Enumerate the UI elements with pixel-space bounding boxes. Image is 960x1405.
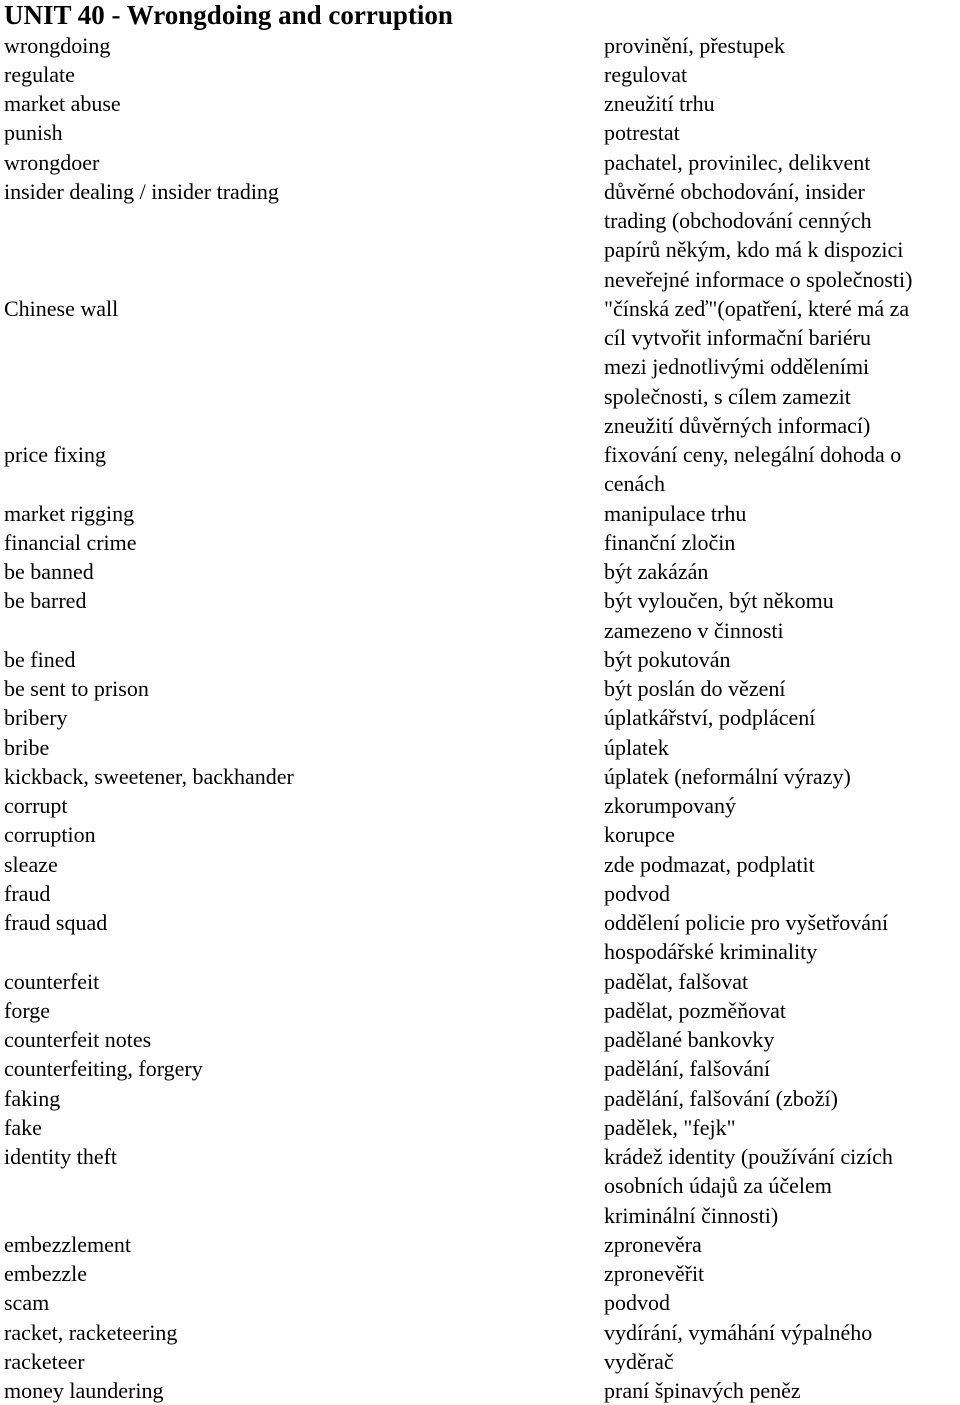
czech-translation: finanční zločin: [600, 528, 956, 557]
vocabulary-list: [0, 31, 960, 1405]
english-term: bribery: [0, 703, 600, 732]
vocab-row: [0, 1259, 960, 1288]
czech-translation: padělek, "fejk": [600, 1113, 956, 1142]
vocab-row: [0, 674, 960, 703]
vocab-row: [0, 645, 960, 674]
czech-translation: padělat, pozměňovat: [600, 996, 956, 1025]
czech-translation: být pokutován: [600, 645, 956, 674]
page-title: UNIT 40 - Wrongdoing and corruption: [4, 0, 453, 30]
english-term: sleaze: [0, 850, 600, 879]
english-term: wrongdoing: [0, 31, 600, 60]
vocab-row: [0, 1054, 960, 1083]
czech-translation: vyděrač: [600, 1347, 956, 1376]
english-term: financial crime: [0, 528, 600, 557]
vocab-row: [0, 1347, 960, 1376]
czech-translation: důvěrné obchodování, insider trading (obchodování cenných papírů někým, kdo má k dispozici neveřejné informace o společnosti): [600, 177, 956, 294]
czech-translation: pachatel, provinilec, delikvent: [600, 148, 956, 177]
vocab-row: [0, 294, 960, 440]
vocab-row: [0, 703, 960, 732]
vocab-row: [0, 118, 960, 147]
english-term: forge: [0, 996, 600, 1025]
czech-translation: praní špinavých peněz: [600, 1376, 956, 1405]
czech-translation: zde podmazat, podplatit: [600, 850, 956, 879]
vocab-row: [0, 733, 960, 762]
english-term: counterfeit: [0, 967, 600, 996]
vocab-row: [0, 1113, 960, 1142]
english-term: bribe: [0, 733, 600, 762]
czech-translation: být vyloučen, být někomu zamezeno v činnosti: [600, 586, 956, 645]
czech-translation: regulovat: [600, 60, 956, 89]
czech-translation: padělání, falšování (zboží): [600, 1084, 956, 1113]
english-term: scam: [0, 1288, 600, 1317]
english-term: corruption: [0, 820, 600, 849]
english-term: insider dealing / insider trading: [0, 177, 600, 206]
czech-translation: úplatek: [600, 733, 956, 762]
english-term: embezzle: [0, 1259, 600, 1288]
english-term: fraud: [0, 879, 600, 908]
english-term: kickback, sweetener, backhander: [0, 762, 600, 791]
czech-translation: oddělení policie pro vyšetřování hospodářské kriminality: [600, 908, 956, 967]
english-term: embezzlement: [0, 1230, 600, 1259]
vocab-row: [0, 1288, 960, 1317]
english-term: Chinese wall: [0, 294, 600, 323]
czech-translation: padělat, falšovat: [600, 967, 956, 996]
vocab-row: [0, 762, 960, 791]
english-term: identity theft: [0, 1142, 600, 1171]
vocab-row: [0, 1142, 960, 1230]
vocab-row: [0, 879, 960, 908]
vocab-row: [0, 528, 960, 557]
vocab-row: [0, 1230, 960, 1259]
vocab-row: [0, 1025, 960, 1054]
english-term: racketeer: [0, 1347, 600, 1376]
vocab-row: [0, 148, 960, 177]
czech-translation: vydírání, vymáhání výpalného: [600, 1318, 956, 1347]
vocab-row: [0, 1318, 960, 1347]
vocab-row: [0, 586, 960, 645]
czech-translation: korupce: [600, 820, 956, 849]
vocab-row: [0, 996, 960, 1025]
english-term: money laundering: [0, 1376, 600, 1405]
czech-translation: padělání, falšování: [600, 1054, 956, 1083]
english-term: be banned: [0, 557, 600, 586]
czech-translation: "čínská zeď"(opatření, které má za cíl vytvořit informační bariéru mezi jednotlivými odděleními společnosti, s cílem zamezit zneužití důvěrných informací): [600, 294, 956, 440]
english-term: racket, racketeering: [0, 1318, 600, 1347]
vocab-row: [0, 440, 960, 499]
czech-translation: zneužití trhu: [600, 89, 956, 118]
english-term: fake: [0, 1113, 600, 1142]
vocab-row: [0, 908, 960, 967]
english-term: be barred: [0, 586, 600, 615]
czech-translation: zpronevěřit: [600, 1259, 956, 1288]
english-term: faking: [0, 1084, 600, 1113]
czech-translation: úplatek (neformální výrazy): [600, 762, 956, 791]
english-term: price fixing: [0, 440, 600, 469]
czech-translation: manipulace trhu: [600, 499, 956, 528]
vocab-row: [0, 557, 960, 586]
czech-translation: zpronevěra: [600, 1230, 956, 1259]
czech-translation: úplatkářství, podplácení: [600, 703, 956, 732]
english-term: market rigging: [0, 499, 600, 528]
czech-translation: zkorumpovaný: [600, 791, 956, 820]
czech-translation: podvod: [600, 1288, 956, 1317]
english-term: be fined: [0, 645, 600, 674]
vocab-row: [0, 177, 960, 294]
english-term: regulate: [0, 60, 600, 89]
czech-translation: být zakázán: [600, 557, 956, 586]
english-term: wrongdoer: [0, 148, 600, 177]
czech-translation: padělané bankovky: [600, 1025, 956, 1054]
czech-translation: provinění, přestupek: [600, 31, 956, 60]
vocab-row: [0, 850, 960, 879]
english-term: fraud squad: [0, 908, 600, 937]
english-term: counterfeiting, forgery: [0, 1054, 600, 1083]
english-term: market abuse: [0, 89, 600, 118]
english-term: punish: [0, 118, 600, 147]
vocab-row: [0, 31, 960, 60]
vocab-row: [0, 820, 960, 849]
vocab-row: [0, 967, 960, 996]
vocab-row: [0, 1084, 960, 1113]
vocab-row: [0, 60, 960, 89]
czech-translation: potrestat: [600, 118, 956, 147]
vocab-row: [0, 1376, 960, 1405]
czech-translation: podvod: [600, 879, 956, 908]
vocab-row: [0, 89, 960, 118]
czech-translation: být poslán do vězení: [600, 674, 956, 703]
czech-translation: fixování ceny, nelegální dohoda o cenách: [600, 440, 956, 499]
czech-translation: krádež identity (používání cizích osobních údajů za účelem kriminální činnosti): [600, 1142, 956, 1230]
vocab-row: [0, 791, 960, 820]
english-term: corrupt: [0, 791, 600, 820]
english-term: be sent to prison: [0, 674, 600, 703]
english-term: counterfeit notes: [0, 1025, 600, 1054]
vocab-row: [0, 499, 960, 528]
